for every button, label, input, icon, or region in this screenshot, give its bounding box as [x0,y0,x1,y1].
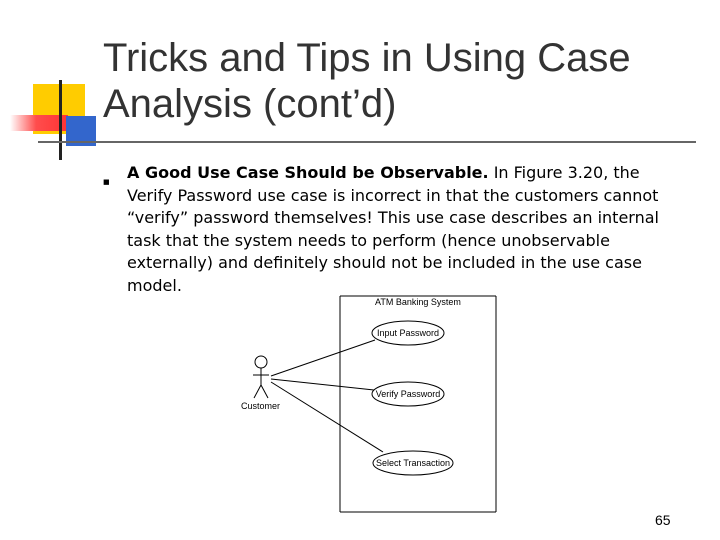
actor-customer [253,356,269,398]
association-select-transaction [271,382,383,452]
use-case-label-input-password: Input Password [376,328,440,338]
association-verify-password [271,379,374,390]
system-name: ATM Banking System [375,297,461,307]
bullet-body: In Figure 3.20, the Verify Password use case is incorrect in that the customers cannot “verify” password themselves! This use case describes an internal task that the system needs to perform (hence unobservable externally) and definitely should not be included in the use case model. [127,163,659,295]
bullet-heading: A Good Use Case Should be Observable. [127,163,489,182]
slide-title: Tricks and Tips in Using Case Analysis (cont’d) [103,36,631,126]
actor-leg-left [254,385,261,398]
bullet-marker: ■ [103,178,110,186]
bullet-text [127,162,672,297]
actor-label: Customer [241,401,281,411]
actor-leg-right [261,385,268,398]
page-number: 65 [655,512,671,528]
use-case-label-select-transaction: Select Transaction [375,458,451,468]
use-case-diagram [235,290,505,518]
actor-head [255,356,267,368]
use-case-label-verify-password: Verify Password [375,389,441,399]
title-divider [38,141,696,143]
deco-vertical-line [59,80,62,160]
association-input-password [271,340,375,376]
